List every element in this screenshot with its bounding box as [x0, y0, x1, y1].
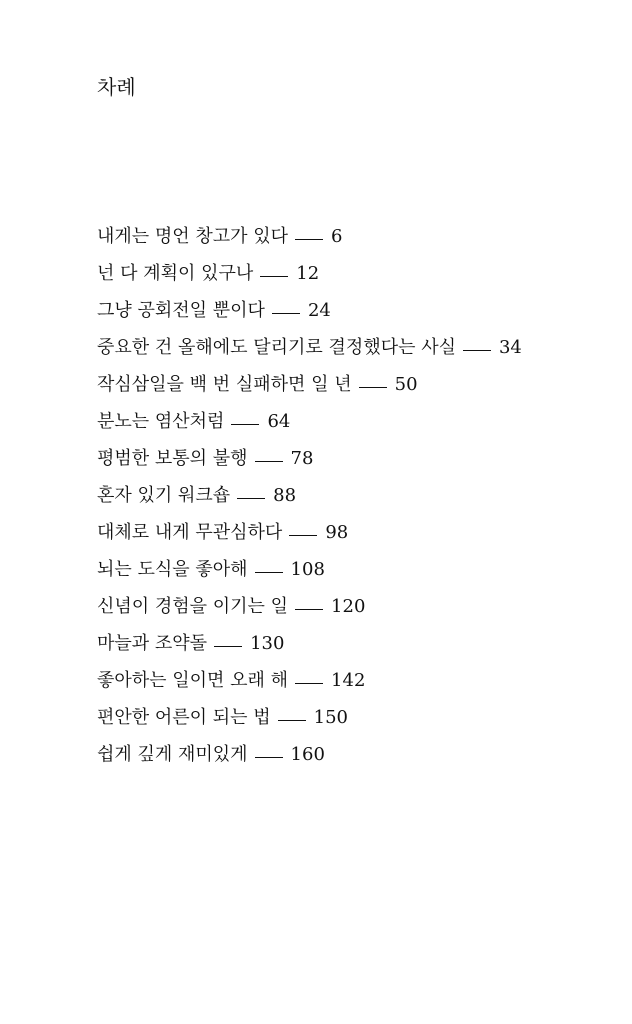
toc-entry-page: 130 — [250, 633, 285, 654]
toc-entry-separator — [255, 757, 283, 758]
toc-entry-page: 34 — [498, 337, 522, 358]
toc-entry-page: 24 — [307, 300, 331, 321]
toc-heading: 차례 — [97, 75, 136, 99]
toc-entry — [97, 298, 522, 335]
toc-entry-separator — [214, 646, 242, 647]
toc-entry — [97, 446, 522, 483]
toc-entry — [97, 668, 522, 705]
toc-entry-title: 중요한 건 올해에도 달리기로 결정했다는 사실 — [97, 337, 456, 358]
toc-entry — [97, 705, 522, 742]
toc-entry-separator — [255, 572, 283, 573]
toc-entry — [97, 224, 522, 261]
toc-entry-separator — [237, 498, 265, 499]
toc-entry-separator — [231, 424, 259, 425]
toc-entry-page: 50 — [394, 374, 418, 395]
toc-entry — [97, 261, 522, 298]
toc-entry-title: 작심삼일을 백 번 실패하면 일 년 — [97, 374, 352, 395]
toc-entry-separator — [295, 609, 323, 610]
toc-entry-page: 6 — [331, 226, 343, 247]
toc-entry-separator — [278, 720, 306, 721]
toc-entry — [97, 483, 522, 520]
toc-entry-title: 분노는 염산처럼 — [97, 411, 225, 432]
toc-entry-separator — [272, 313, 300, 314]
toc-entry-title: 쉽게 깊게 재미있게 — [97, 744, 248, 765]
toc-entry-title: 대체로 내게 무관심하다 — [97, 522, 283, 543]
toc-entry-separator — [359, 387, 387, 388]
toc-entry-separator — [295, 239, 323, 240]
toc-entry-title: 혼자 있기 워크숍 — [97, 485, 231, 506]
toc-entry-title: 평범한 보통의 불행 — [97, 448, 248, 469]
toc-entry — [97, 409, 522, 446]
toc-entry-title: 뇌는 도식을 좋아해 — [97, 559, 248, 580]
toc-entry-title: 넌 다 계획이 있구나 — [97, 263, 254, 284]
toc-entry — [97, 335, 522, 372]
toc-entry-page: 142 — [331, 670, 366, 691]
toc-entry-title: 내게는 명언 창고가 있다 — [97, 226, 289, 247]
toc-entry-page: 120 — [331, 596, 366, 617]
toc-entry-separator — [295, 683, 323, 684]
toc-entry — [97, 631, 522, 668]
toc-entry-title: 신념이 경험을 이기는 일 — [97, 596, 289, 617]
toc-entry-separator — [260, 276, 288, 277]
toc-entry-page: 160 — [290, 744, 325, 765]
toc-entry-title: 그냥 공회전일 뿐이다 — [97, 300, 265, 321]
toc-entry-page: 12 — [296, 263, 320, 284]
toc-entry-separator — [289, 535, 317, 536]
toc-entry-page: 78 — [290, 448, 314, 469]
toc-entry-separator — [255, 461, 283, 462]
toc-entry-title: 편안한 어른이 되는 법 — [97, 707, 271, 728]
toc-entry-title: 마늘과 조약돌 — [97, 633, 208, 654]
toc-entry-page: 150 — [313, 707, 349, 728]
toc-list — [97, 224, 522, 779]
toc-entry-page: 108 — [290, 559, 325, 580]
toc-entry-page: 98 — [325, 522, 349, 543]
toc-entry — [97, 742, 522, 779]
toc-entry — [97, 520, 522, 557]
toc-entry-separator — [463, 350, 491, 351]
toc-entry — [97, 372, 522, 409]
toc-entry — [97, 557, 522, 594]
toc-entry — [97, 594, 522, 631]
toc-entry-title: 좋아하는 일이면 오래 해 — [97, 670, 289, 691]
toc-entry-page: 88 — [273, 485, 297, 506]
toc-entry-page: 64 — [267, 411, 291, 432]
